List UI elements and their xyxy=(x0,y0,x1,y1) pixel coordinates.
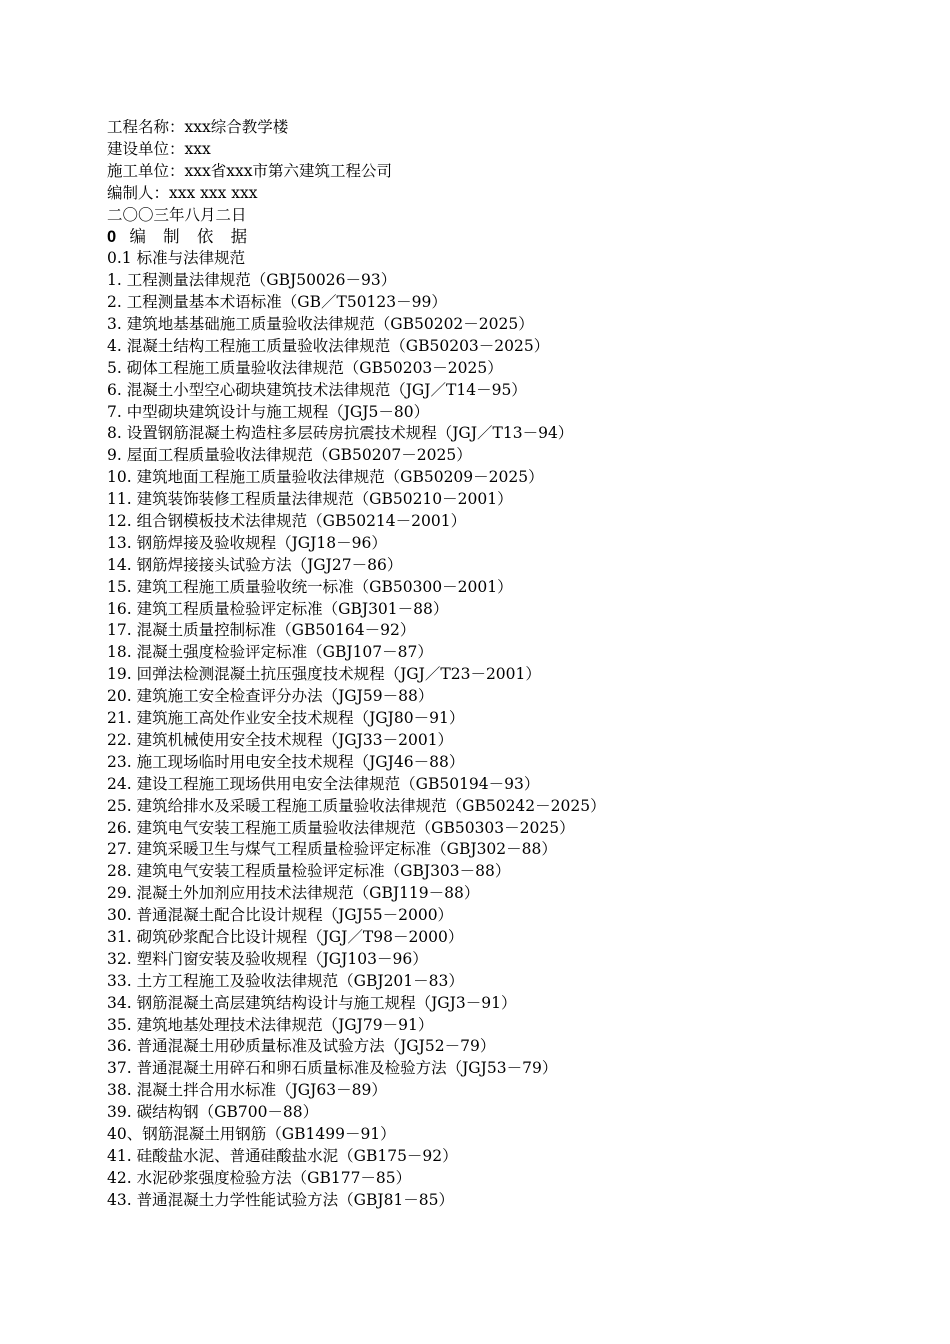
list-item: 19. 回弹法检测混凝土抗压强度技术规程（JGJ／T23－2001） xyxy=(107,665,541,684)
document-date: 二〇〇三年八月二日 xyxy=(107,205,247,224)
list-item: 22. 建筑机械使用安全技术规程（JGJ33－2001） xyxy=(107,730,454,749)
list-item: 34. 钢筋混凝土高层建筑结构设计与施工规程（JGJ3－91） xyxy=(107,993,517,1012)
owner-unit: 建设单位：xxx xyxy=(107,139,211,158)
section-number: 0 xyxy=(107,228,117,247)
list-item: 30. 普通混凝土配合比设计规程（JGJ55－2000） xyxy=(107,906,454,925)
list-item: 32. 塑料门窗安装及验收规程（JGJ103－96） xyxy=(107,949,428,968)
list-item: 42. 水泥砂浆强度检验方法（GB177－85） xyxy=(107,1168,412,1187)
list-item: 16. 建筑工程质量检验评定标准（GBJ301－88） xyxy=(107,599,449,618)
list-item: 27. 建筑采暖卫生与煤气工程质量检验评定标准（GBJ302－88） xyxy=(107,840,557,859)
list-item: 24. 建设工程施工现场供用电安全法律规范（GB50194－93） xyxy=(107,774,540,793)
list-item: 18. 混凝土强度检验评定标准（GBJ107－87） xyxy=(107,643,433,662)
list-item: 2. 工程测量基本术语标准（GB／T50123－99） xyxy=(107,293,447,312)
list-item: 23. 施工现场临时用电安全技术规程（JGJ46－88） xyxy=(107,752,465,771)
list-item: 28. 建筑电气安装工程质量检验评定标准（GBJ303－88） xyxy=(107,862,511,881)
list-item: 3. 建筑地基基础施工质量验收法律规范（GB50202－2025） xyxy=(107,315,534,334)
standards-list xyxy=(107,270,927,1211)
list-item: 10. 建筑地面工程施工质量验收法律规范（GB50209－2025） xyxy=(107,468,544,487)
list-item: 21. 建筑施工高处作业安全技术规程（JGJ80－91） xyxy=(107,709,465,728)
list-item: 41. 硅酸盐水泥、普通硅酸盐水泥（GB175－92） xyxy=(107,1146,458,1165)
list-item: 35. 建筑地基处理技术法律规范（JGJ79－91） xyxy=(107,1015,434,1034)
list-item: 33. 土方工程施工及验收法律规范（GBJ201－83） xyxy=(107,971,464,990)
document-body xyxy=(107,117,927,1212)
list-item: 6. 混凝土小型空心砌块建筑技术法律规范（JGJ／T14－95） xyxy=(107,380,527,399)
section-heading xyxy=(107,226,927,248)
list-item: 15. 建筑工程施工质量验收统一标准（GB50300－2001） xyxy=(107,577,513,596)
list-item: 25. 建筑给排水及采暖工程施工质量验收法律规范（GB50242－2025） xyxy=(107,796,606,815)
list-item: 29. 混凝土外加剂应用技术法律规范（GBJ119－88） xyxy=(107,884,480,903)
list-item: 40、钢筋混凝土用钢筋（GB1499－91） xyxy=(107,1124,396,1143)
list-item: 43. 普通混凝土力学性能试验方法（GBJ81－85） xyxy=(107,1190,455,1209)
list-item: 14. 钢筋焊接接头试验方法（JGJ27－86） xyxy=(107,555,403,574)
subsection-title: 0.1 标准与法律规范 xyxy=(107,249,246,268)
list-item: 26. 建筑电气安装工程施工质量验收法律规范（GB50303－2025） xyxy=(107,818,575,837)
list-item: 13. 钢筋焊接及验收规程（JGJ18－96） xyxy=(107,533,387,552)
list-item: 4. 混凝土结构工程施工质量验收法律规范（GB50203－2025） xyxy=(107,336,550,355)
list-item: 9. 屋面工程质量验收法律规范（GB50207－2025） xyxy=(107,446,472,465)
section-title: 编 制 依 据 xyxy=(129,227,254,247)
project-name: 工程名称：xxx综合教学楼 xyxy=(107,118,289,136)
list-item: 12. 组合钢模板技术法律规范（GB50214－2001） xyxy=(107,512,467,531)
list-item: 7. 中型砌块建筑设计与施工规程（JGJ5－80） xyxy=(107,402,430,421)
list-item: 11. 建筑装饰装修工程质量法律规范（GB50210－2001） xyxy=(107,490,513,509)
list-item: 36. 普通混凝土用砂质量标准及试验方法（JGJ52－79） xyxy=(107,1037,496,1056)
list-item: 37. 普通混凝土用碎石和卵石质量标准及检验方法（JGJ53－79） xyxy=(107,1059,558,1078)
author: 编制人：xxx xxx xxx xyxy=(107,183,258,202)
list-item: 20. 建筑施工安全检查评分办法（JGJ59－88） xyxy=(107,687,434,706)
list-item: 17. 混凝土质量控制标准（GB50164－92） xyxy=(107,621,416,640)
contractor-unit: 施工单位：xxx省xxx市第六建筑工程公司 xyxy=(107,161,392,180)
list-item: 38. 混凝土拌合用水标准（JGJ63－89） xyxy=(107,1081,387,1100)
list-item: 8. 设置钢筋混凝土构造柱多层砖房抗震技术规程（JGJ／T13－94） xyxy=(107,424,574,443)
list-item: 1. 工程测量法律规范（GBJ50026－93） xyxy=(107,271,397,290)
list-item: 31. 砌筑砂浆配合比设计规程（JGJ／T98－2000） xyxy=(107,927,464,946)
list-item: 39. 碳结构钢（GB700－88） xyxy=(107,1103,319,1122)
list-item: 5. 砌体工程施工质量验收法律规范（GB50203－2025） xyxy=(107,358,503,377)
